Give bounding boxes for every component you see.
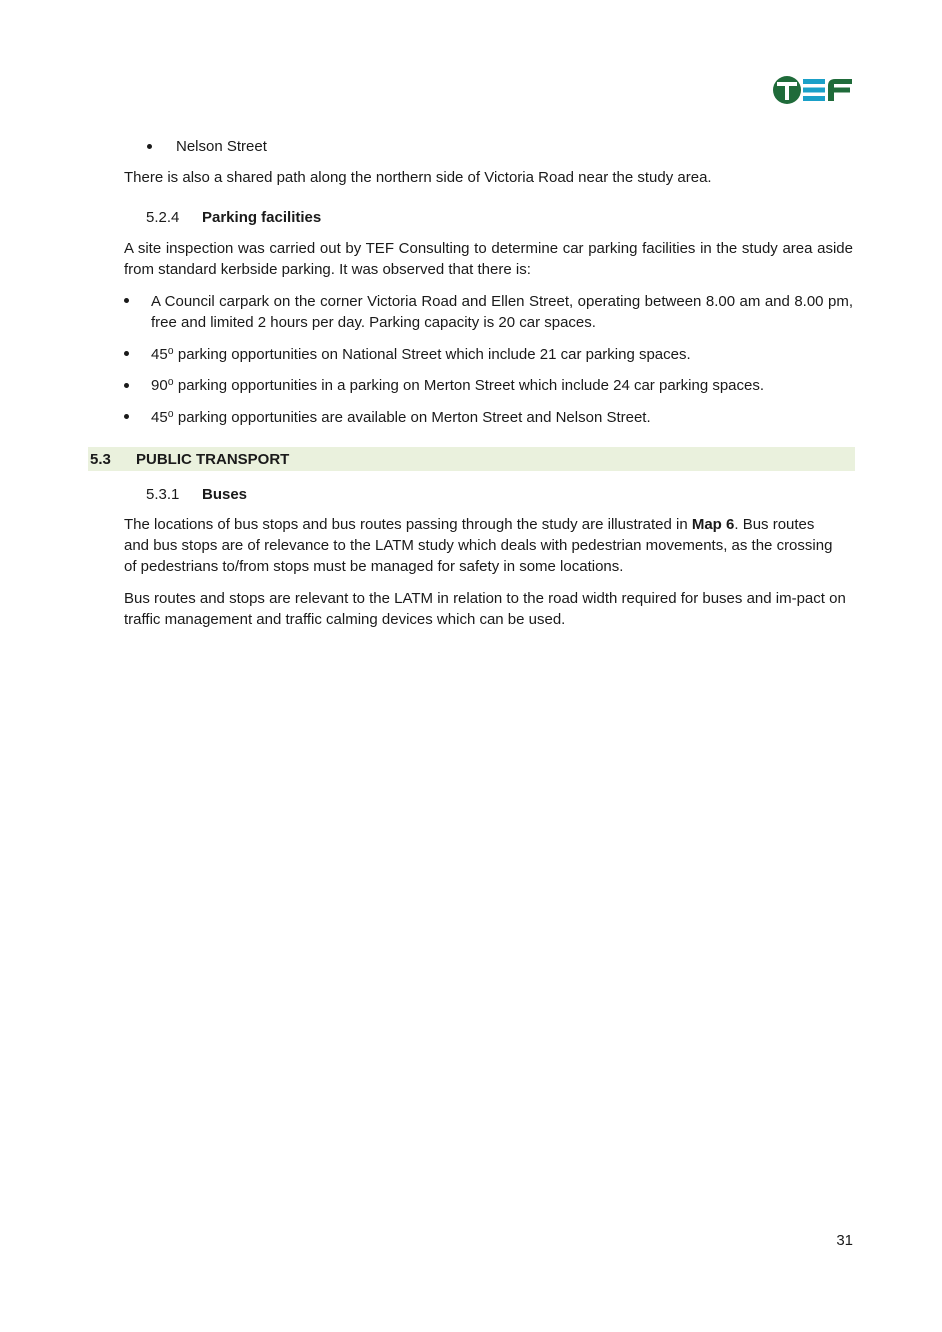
subsection-number: 5.2.4 — [146, 209, 180, 226]
bullet-marker — [124, 298, 129, 303]
bullet-marker — [147, 144, 152, 149]
list-item: 90⁰ parking opportunities in a parking on Merton Street which include 24 car parking spaces. — [151, 377, 765, 394]
subsection-title: Parking facilities — [202, 209, 322, 226]
map-reference: Map 6 — [691, 516, 735, 533]
bullet-marker — [124, 351, 129, 356]
page-number: 31 — [836, 1232, 853, 1249]
list-item: A Council carpark on the corner Victoria Road and Ellen Street, operating between 8.00 am and 8.00 pm, free and limited 2 hours per day. Parking capacity is 20 car spaces. — [151, 293, 853, 331]
list-item: 45⁰ parking opportunities on National Street which include 21 car parking spaces. — [151, 346, 691, 363]
tef-logo — [772, 74, 854, 106]
buses-paragraph-1 — [124, 514, 839, 577]
buses-paragraph-1-text-cont: . Bus routes and bus stops are of relevance to the LATM study which deals with pedestrian movements, as the crossing of pedestrians to/from stops must be managed for safety in some locations. — [124, 516, 833, 575]
parking-intro-paragraph: A site inspection was carried out by TEF Consulting to determine car parking facilities in the study area aside from standard kerbside parking. It was observed that there is: — [124, 240, 853, 278]
shared-path-paragraph: There is also a shared path along the northern side of Victoria Road near the study area. — [124, 169, 712, 186]
section-number: 5.3 — [90, 451, 111, 468]
subsection-number: 5.3.1 — [146, 486, 180, 503]
list-item: 45⁰ parking opportunities are available on Merton Street and Nelson Street. — [151, 409, 651, 426]
section-title: PUBLIC TRANSPORT — [136, 451, 290, 468]
buses-paragraph-1-text: The locations of bus stops and bus routes passing through the study are illustrated in — [124, 516, 692, 533]
subsection-title: Buses — [202, 486, 248, 503]
bullet-marker — [124, 414, 129, 419]
bullet-marker — [124, 383, 129, 388]
buses-paragraph-2: Bus routes and stops are relevant to the LATM in relation to the road width required for buses and im-pact on traffic management and traffic calming devices which can be used. — [124, 590, 846, 628]
list-item: Nelson Street — [176, 138, 267, 155]
